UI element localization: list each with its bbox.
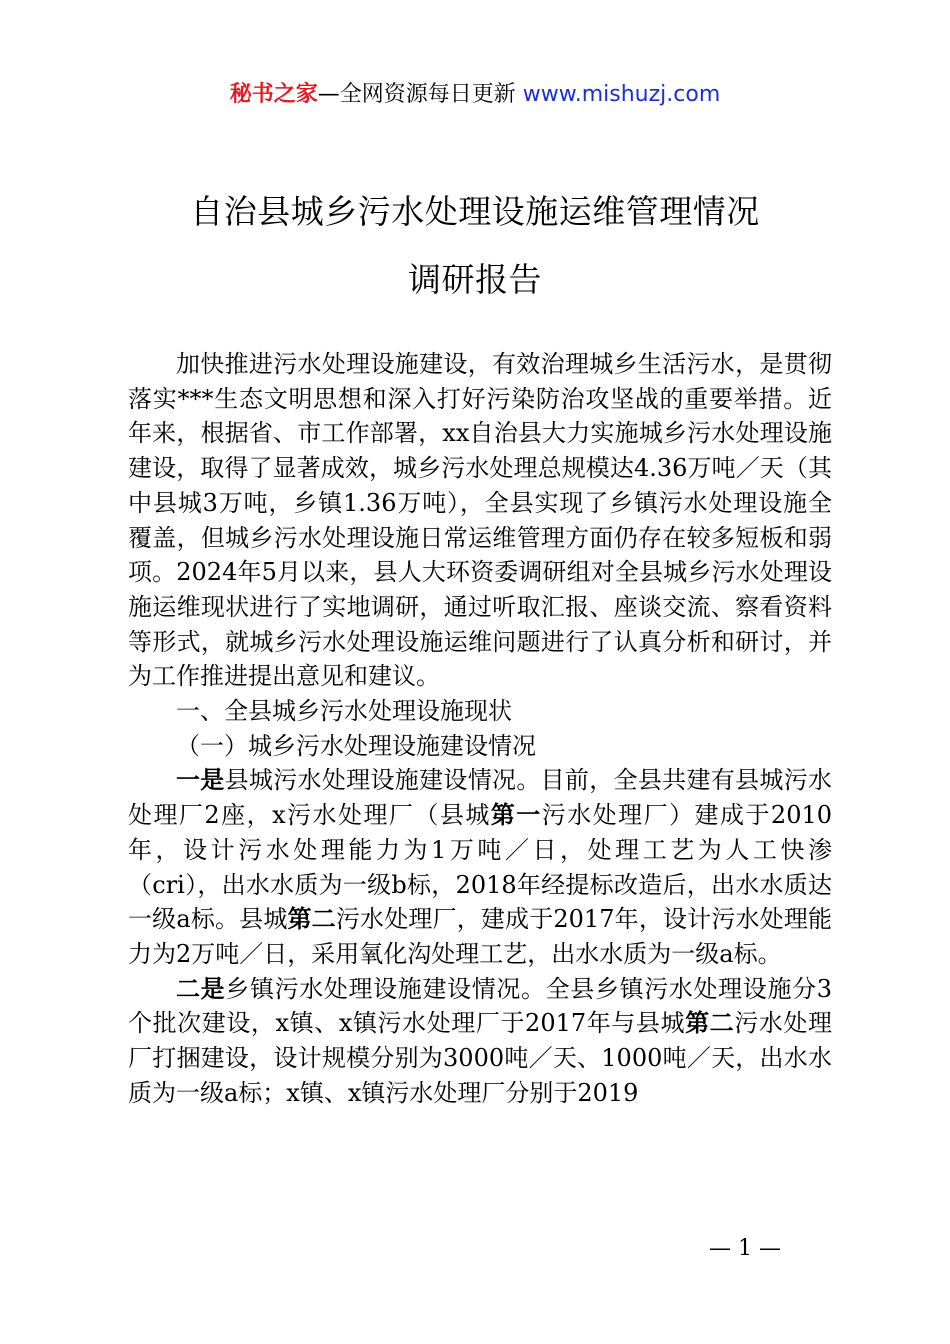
bold-marker: 第一	[490, 800, 542, 830]
document-body	[128, 347, 832, 1110]
paragraph-text: 县城污水处理设施建设情况。目前，全县共建有县城污水处理厂2座，x污水处理厂（县城	[128, 766, 833, 830]
bold-marker: 一是	[176, 765, 225, 795]
section-heading-1: 一、全县城乡污水处理设施现状	[176, 697, 512, 726]
site-url-link[interactable]: www.mishuzj.com	[522, 82, 721, 107]
document-title-line-1: 自治县城乡污水处理设施运维管理情况	[190, 192, 760, 231]
document-title-line-2: 调研报告	[408, 260, 542, 299]
header-tagline: —全网资源每日更新	[317, 82, 516, 107]
paragraph-county-facilities	[128, 763, 832, 971]
paragraph-text: 污水处理厂打捆建设，设计规模分别为3000吨／天、1000吨／天，出水水质为一级a标；x镇、x镇污水处理厂分别于2019	[128, 1009, 833, 1107]
paragraph-text: 污水处理厂，建成于2017年，设计污水处理能力为2万吨／日，采用氧化沟处理工艺，出水水质为一级a标。	[128, 905, 833, 968]
intro-paragraph: 加快推进污水处理设施建设，有效治理城乡生活污水，是贯彻落实***生态文明思想和深入打好污染防治攻坚战的重要举措。近年来，根据省、市工作部署，xx自治县大力实施城乡污水处理设施建设，取得了显著成效，城乡污水处理总规模达4.36万吨／天（其中县城3万吨，乡镇1.36万吨），全县实现了乡镇污水处理设施全覆盖，但城乡污水处理设施日常运维管理方面仍存在较多短板和弱项。2024年5月以来，县人大环资委调研组对全县城乡污水处理设施运维现状进行了实地调研，通过听取汇报、座谈交流、察看资料等形式，就城乡污水处理设施运维问题进行了认真分析和研讨，并为工作推进提出意见和建议。	[128, 350, 832, 691]
subsection-heading-1: （一）城乡污水处理设施建设情况	[176, 731, 536, 760]
brand-name: 秘书之家	[229, 82, 318, 107]
bold-marker: 二是	[176, 973, 226, 1003]
bold-marker: 第二	[287, 904, 336, 934]
paragraph-text: 污水处理厂）建成于2010年，设计污水处理能力为1万吨／日，处理工艺为人工快渗（cri），出水水质为一级b标，2018年经提标改造后，出水水质达一级a标。县城	[128, 801, 833, 934]
site-header	[0, 80, 950, 110]
paragraph-township-facilities	[128, 972, 832, 1111]
paragraph-text: 乡镇污水处理设施建设情况。全县乡镇污水处理设施分3个批次建设，x镇、x镇污水处理厂于2017年与县城	[128, 974, 832, 1038]
page-number: — 1 —	[709, 1236, 781, 1261]
bold-marker: 第二	[685, 1008, 735, 1038]
